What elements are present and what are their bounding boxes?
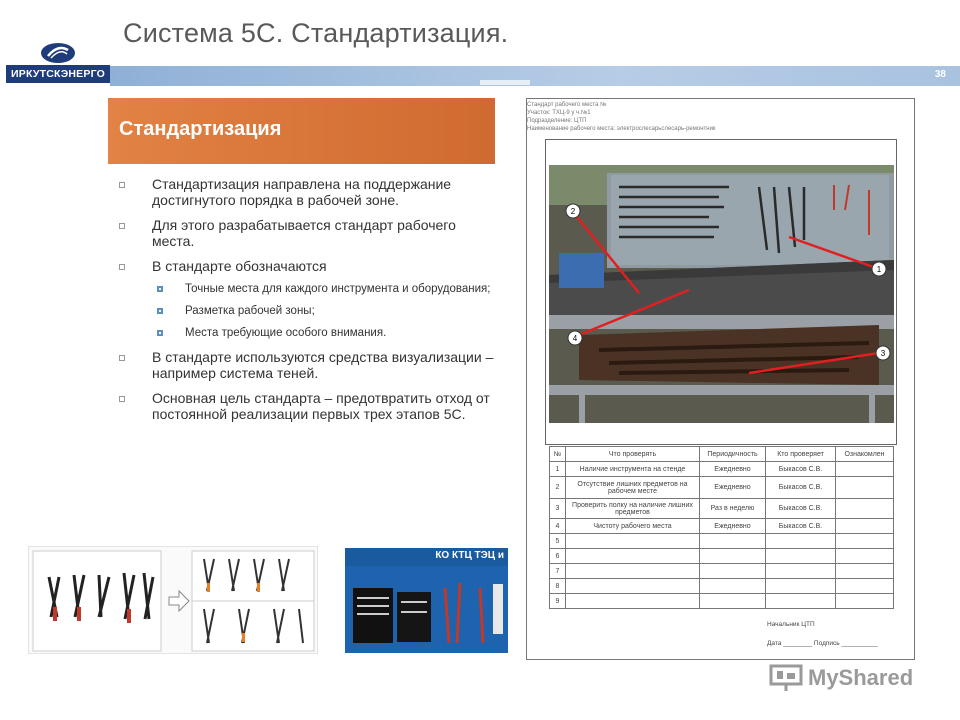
- tools-drawing: [29, 547, 319, 655]
- table-cell: [836, 564, 894, 579]
- table-cell: 7: [550, 564, 566, 579]
- table-cell: Быкасов С.В.: [766, 462, 836, 477]
- table-cell: [566, 534, 700, 549]
- table-row: [550, 462, 894, 477]
- workbench-photo: [549, 165, 894, 423]
- square-bullet-icon: [119, 264, 125, 270]
- table-cell: [700, 549, 766, 564]
- table-cell: Ежедневно: [700, 462, 766, 477]
- bullet-list: [115, 176, 500, 431]
- blue-square-bullet-icon: [157, 330, 163, 336]
- blue-square-bullet-icon: [157, 308, 163, 314]
- square-bullet-icon: [119, 223, 125, 229]
- table-cell: [836, 462, 894, 477]
- workbench-drawing: [549, 165, 894, 423]
- tools-shadow-illustration: [28, 546, 318, 654]
- photo-marker: 1: [876, 265, 882, 274]
- table-cell: 8: [550, 579, 566, 594]
- table-row: [550, 594, 894, 609]
- doc-header-line: Наименование рабочего места: электрослесарьслесарь-ремонтник: [527, 126, 716, 132]
- blue-square-bullet-icon: [157, 286, 163, 292]
- table-cell: [700, 579, 766, 594]
- presentation-icon: [768, 662, 804, 692]
- table-cell: [766, 534, 836, 549]
- table-cell: [566, 579, 700, 594]
- table-cell: 3: [550, 499, 566, 519]
- bullet-text: В стандарте обозначаются: [152, 258, 327, 274]
- header-bar: [110, 66, 960, 86]
- column-header: Что проверять: [566, 447, 700, 462]
- table-row: [550, 564, 894, 579]
- photo-marker: 3: [880, 349, 886, 358]
- column-header: Периодичность: [700, 447, 766, 462]
- table-cell: 1: [550, 462, 566, 477]
- bullet-text: Стандартизация направлена на поддержание достигнутого порядка в рабочей зоне.: [152, 176, 452, 208]
- table-cell: Быкасов С.В.: [766, 519, 836, 534]
- square-bullet-icon: [119, 182, 125, 188]
- bullet-item: [115, 176, 500, 208]
- company-logo: [6, 40, 110, 88]
- header-highlight: [480, 80, 530, 85]
- slide-title: Система 5С. Стандартизация.: [123, 18, 509, 48]
- table-cell: [766, 549, 836, 564]
- bullet-text: Основная цель стандарта – предотвратить отход от постоянной реализации первых трех этапов 5С.: [152, 390, 490, 422]
- table-cell: 2: [550, 477, 566, 499]
- logo-text: ИРКУТСКЭНЕРГО: [6, 65, 110, 83]
- table-cell: Быкасов С.В.: [766, 499, 836, 519]
- square-bullet-icon: [119, 396, 125, 402]
- table-cell: [836, 549, 894, 564]
- checklist-table: [549, 446, 894, 609]
- table-cell: [766, 579, 836, 594]
- table-cell: 5: [550, 534, 566, 549]
- doc-header-line: Подразделение: ЦТП: [527, 118, 587, 124]
- bullet-text: Для этого разрабатывается стандарт рабочего места.: [152, 217, 456, 249]
- workplace-standard-document: [526, 98, 915, 660]
- sub-bullet-text: Точные места для каждого инструмента и оборудования;: [185, 283, 491, 295]
- table-cell: Быкасов С.В.: [766, 477, 836, 499]
- sub-bullet-item: [115, 282, 500, 296]
- document-date-signature: Дата ________ Подпись __________: [767, 640, 878, 647]
- section-banner: [108, 98, 495, 164]
- table-cell: 4: [550, 519, 566, 534]
- table-cell: [700, 534, 766, 549]
- table-row: [550, 549, 894, 564]
- sub-bullet-item: [115, 304, 500, 318]
- table-cell: [566, 564, 700, 579]
- column-header: Ознакомлен: [836, 447, 894, 462]
- tool-board-photo: [345, 548, 508, 653]
- watermark: [768, 662, 914, 694]
- document-header: [527, 101, 914, 133]
- table-cell: Раз в неделю: [700, 499, 766, 519]
- bullet-item: [115, 217, 500, 249]
- doc-header-line: Стандарт рабочего места №: [527, 102, 607, 108]
- sub-bullet-text: Места требующие особого внимания.: [185, 327, 387, 339]
- photo-marker: 4: [572, 334, 578, 343]
- table-cell: Ежедневно: [700, 519, 766, 534]
- table-cell: Проверить полку на наличие лишних предметов: [566, 499, 700, 519]
- square-bullet-icon: [119, 355, 125, 361]
- table-cell: [836, 477, 894, 499]
- table-cell: Чистоту рабочего места: [566, 519, 700, 534]
- document-chief-line: Начальник ЦТП: [767, 621, 815, 628]
- table-cell: [766, 594, 836, 609]
- column-header: Кто проверяет: [766, 447, 836, 462]
- watermark-text: MyShared: [808, 665, 914, 690]
- table-cell: [836, 519, 894, 534]
- table-cell: [700, 564, 766, 579]
- column-header: №: [550, 447, 566, 462]
- bullet-item: [115, 258, 500, 274]
- table-cell: Ежедневно: [700, 477, 766, 499]
- board-drawing: [345, 548, 508, 653]
- table-header-row: [550, 447, 894, 462]
- bullet-item: [115, 390, 500, 422]
- table-cell: [566, 549, 700, 564]
- table-cell: 6: [550, 549, 566, 564]
- table-row: [550, 579, 894, 594]
- table-row: [550, 477, 894, 499]
- table-cell: [836, 594, 894, 609]
- sub-bullet-item: [115, 326, 500, 340]
- table-cell: [700, 594, 766, 609]
- table-cell: [836, 579, 894, 594]
- sub-bullet-text: Разметка рабочей зоны;: [185, 305, 315, 317]
- logo-emblem-icon: [40, 42, 76, 64]
- board-label: КО КТЦ ТЭЦ и: [435, 550, 504, 561]
- table-row: [550, 519, 894, 534]
- table-cell: [836, 499, 894, 519]
- table-row: [550, 534, 894, 549]
- table-cell: [836, 534, 894, 549]
- table-cell: Наличие инструмента на стенде: [566, 462, 700, 477]
- table-row: [550, 499, 894, 519]
- table-cell: [566, 594, 700, 609]
- table-cell: 9: [550, 594, 566, 609]
- table-cell: Отсутствие лишних предметов на рабочем месте: [566, 477, 700, 499]
- photo-marker: 2: [570, 207, 576, 216]
- bullet-item: [115, 349, 500, 381]
- banner-heading: Стандартизация: [119, 118, 282, 140]
- doc-header-line: Участок: ТХЦ-9 у ч.№1: [527, 110, 591, 116]
- slide-number: 38: [934, 69, 946, 80]
- table-cell: [766, 564, 836, 579]
- bullet-text: В стандарте используются средства визуализации – например система теней.: [152, 349, 494, 381]
